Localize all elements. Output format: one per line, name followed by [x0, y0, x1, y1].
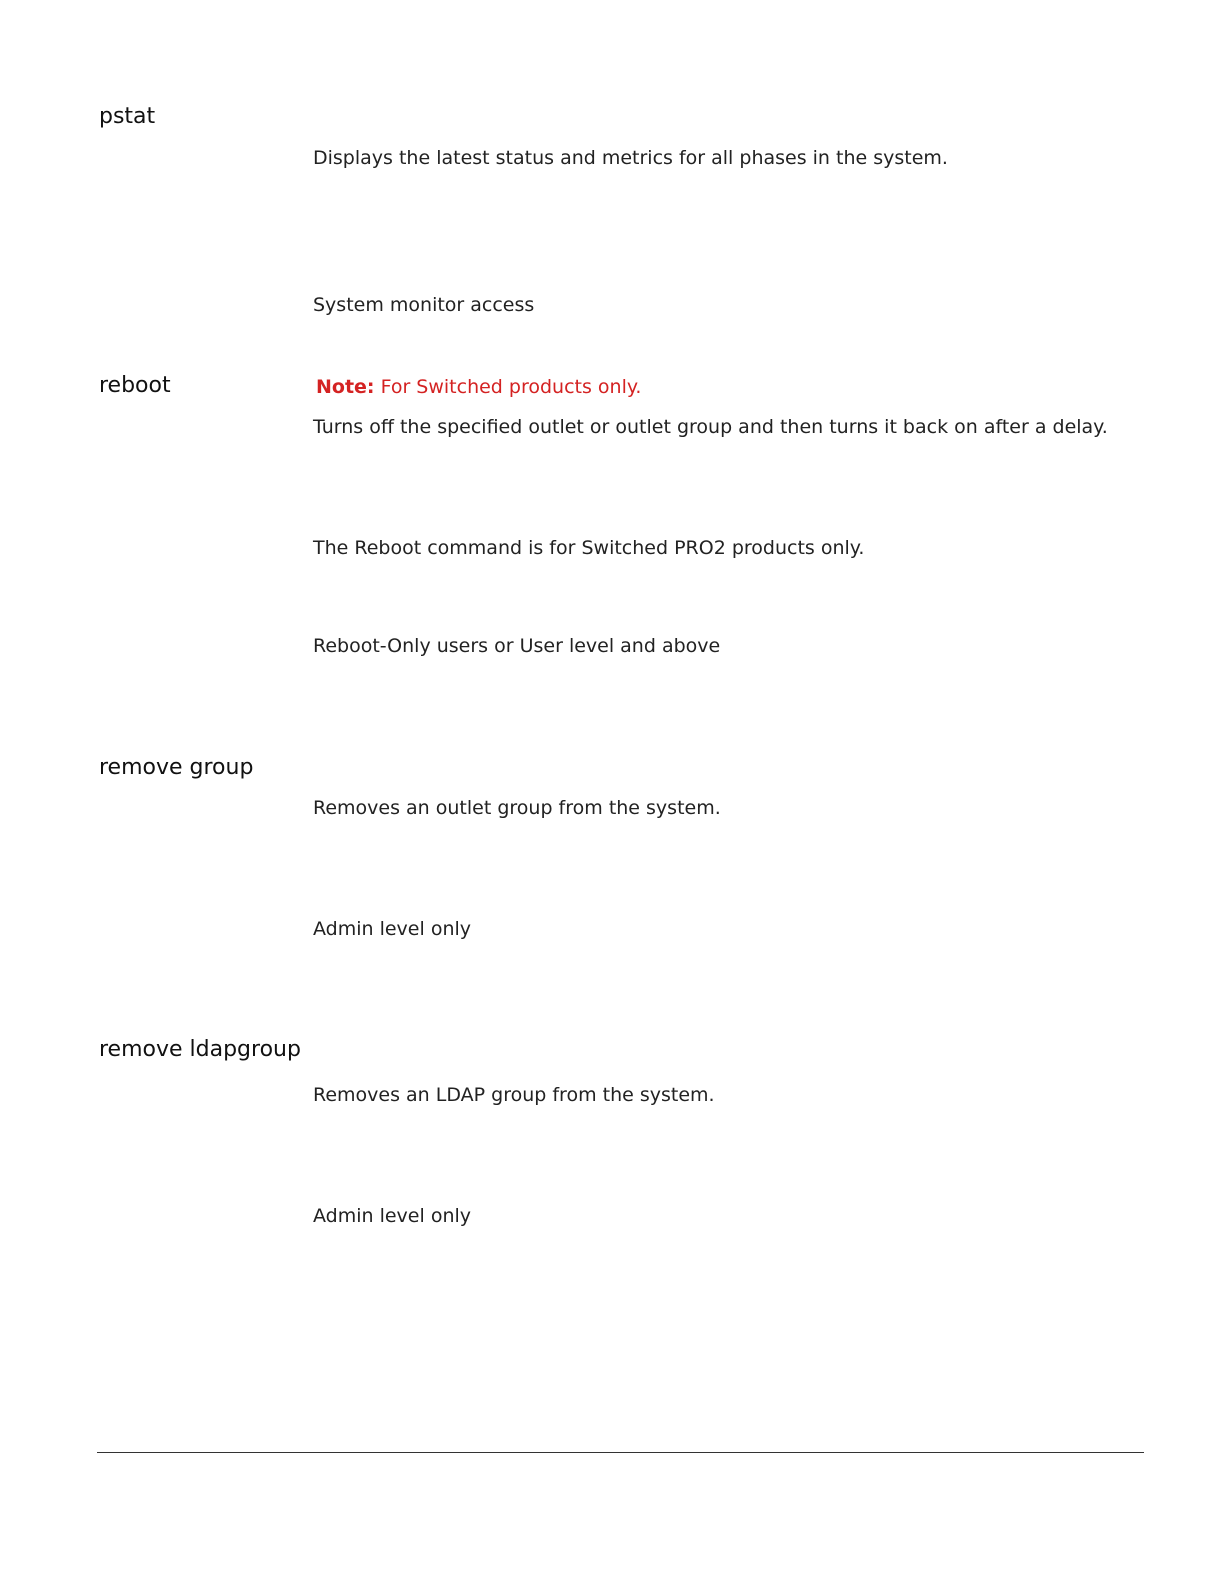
command-name-remove-group: remove group — [99, 755, 254, 780]
command-name-remove-ldapgroup: remove ldapgroup — [99, 1037, 301, 1062]
command-description-pstat: Displays the latest status and metrics for all phases in the system. — [313, 147, 948, 169]
command-description-remove-group: Removes an outlet group from the system. — [313, 797, 721, 819]
command-description-remove-ldapgroup: Removes an LDAP group from the system. — [313, 1084, 715, 1106]
note-label: Note: — [316, 376, 375, 398]
command-access-pstat: System monitor access — [313, 294, 535, 316]
note-reboot — [316, 375, 641, 399]
command-remark-reboot: The Reboot command is for Switched PRO2 products only. — [313, 537, 865, 559]
command-access-reboot: Reboot-Only users or User level and above — [313, 635, 721, 657]
note-text: For Switched products only. — [380, 376, 642, 398]
footer-divider — [97, 1452, 1144, 1453]
command-access-remove-ldapgroup: Admin level only — [313, 1205, 472, 1227]
command-access-remove-group: Admin level only — [313, 918, 472, 940]
command-description-reboot: Turns off the specified outlet or outlet group and then turns it back on after a delay. — [313, 416, 1108, 438]
command-name-reboot: reboot — [99, 373, 171, 398]
command-name-pstat: pstat — [99, 104, 156, 129]
